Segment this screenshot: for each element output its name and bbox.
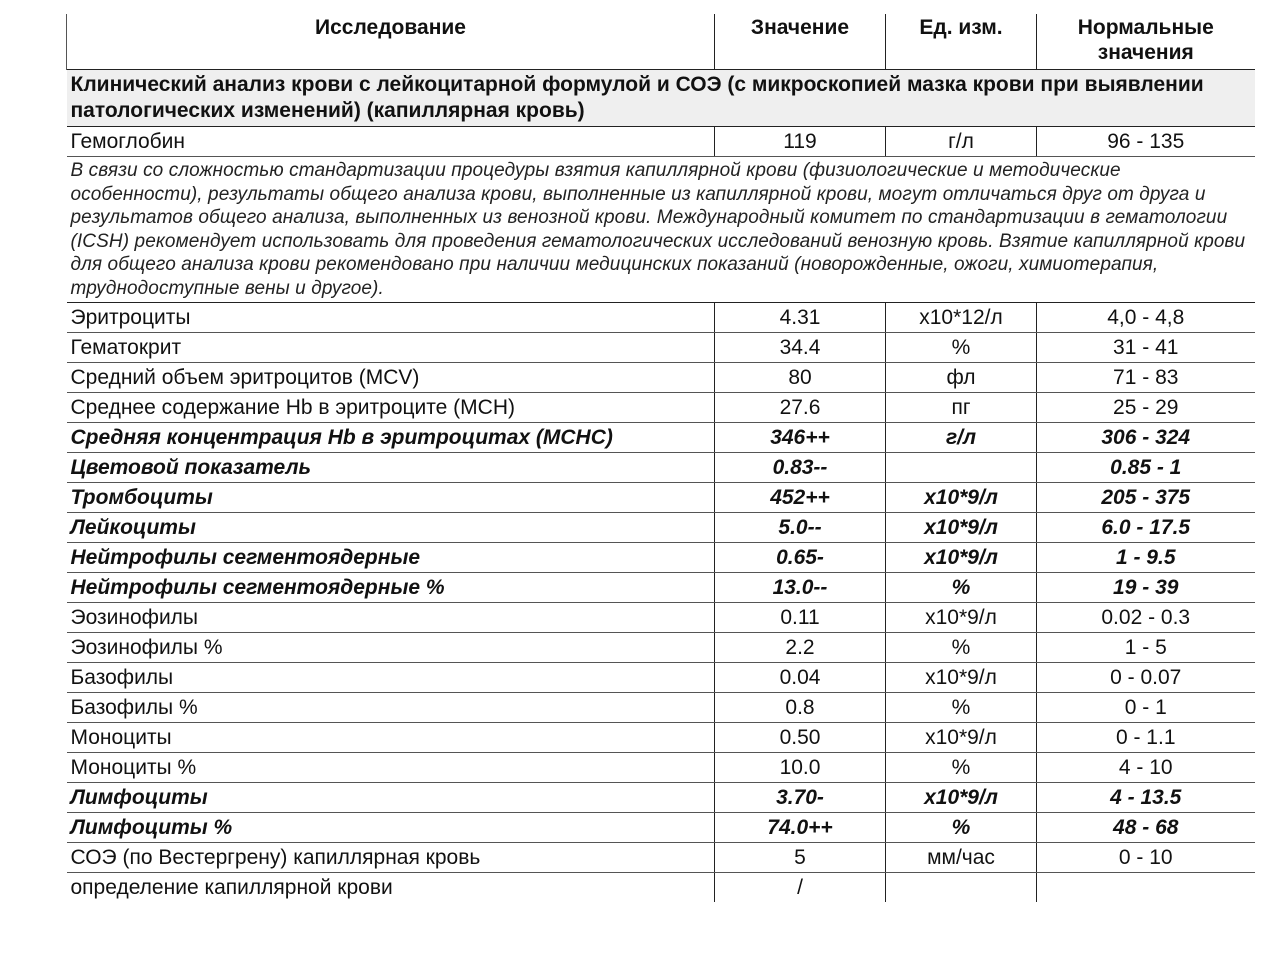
test-name-cell: Тромбоциты [67, 483, 715, 513]
test-norm-cell [1037, 873, 1255, 903]
test-name-cell: Среднее содержание Hb в эритроците (MCH) [67, 393, 715, 423]
test-norm-cell: 1 - 9.5 [1037, 543, 1255, 573]
test-unit-cell: x10*9/л [886, 513, 1037, 543]
section-header-row [67, 70, 1255, 127]
test-unit-cell: % [886, 753, 1037, 783]
test-unit-cell: % [886, 333, 1037, 363]
lab-results-table [66, 14, 1255, 902]
table-row [67, 693, 1255, 723]
table-row [67, 573, 1255, 603]
table-row [67, 543, 1255, 573]
test-value-cell: 346++ [715, 423, 886, 453]
test-name-cell: Гематокрит [67, 333, 715, 363]
test-name-cell: СОЭ (по Вестергрену) капиллярная кровь [67, 843, 715, 873]
test-unit-cell: x10*9/л [886, 783, 1037, 813]
test-unit-cell: x10*9/л [886, 663, 1037, 693]
test-value-cell: 80 [715, 363, 886, 393]
table-row [67, 363, 1255, 393]
note-row [67, 157, 1255, 303]
header-test: Исследование [67, 14, 715, 70]
test-norm-cell: 4 - 13.5 [1037, 783, 1255, 813]
test-norm-cell: 0 - 1.1 [1037, 723, 1255, 753]
test-value-cell: 4.31 [715, 303, 886, 333]
test-unit-cell: % [886, 633, 1037, 663]
test-name-cell: Средняя концентрация Hb в эритроцитах (MCHC) [67, 423, 715, 453]
test-unit-cell: x10*9/л [886, 603, 1037, 633]
table-row [67, 453, 1255, 483]
test-value-cell: 3.70- [715, 783, 886, 813]
test-unit-cell: x10*9/л [886, 723, 1037, 753]
test-name-cell: Моноциты [67, 723, 715, 753]
test-name-cell: Базофилы % [67, 693, 715, 723]
table-header [67, 14, 1255, 70]
test-norm-cell: 0 - 10 [1037, 843, 1255, 873]
test-name-cell: Базофилы [67, 663, 715, 693]
table-row [67, 843, 1255, 873]
test-norm-cell: 25 - 29 [1037, 393, 1255, 423]
test-value-cell: 74.0++ [715, 813, 886, 843]
test-value-cell: 2.2 [715, 633, 886, 663]
table-row [67, 303, 1255, 333]
test-value-cell: 452++ [715, 483, 886, 513]
table-row [67, 333, 1255, 363]
test-norm-cell: 71 - 83 [1037, 363, 1255, 393]
test-norm-cell: 0 - 0.07 [1037, 663, 1255, 693]
test-value-cell: 13.0-- [715, 573, 886, 603]
table-body [67, 70, 1255, 903]
test-unit-cell: мм/час [886, 843, 1037, 873]
test-value-cell: 0.8 [715, 693, 886, 723]
test-norm-cell: 4,0 - 4,8 [1037, 303, 1255, 333]
table-row [67, 723, 1255, 753]
table-row [67, 127, 1255, 157]
header-unit: Ед. изм. [886, 14, 1037, 70]
table-row [67, 813, 1255, 843]
test-value-cell: 34.4 [715, 333, 886, 363]
test-norm-cell: 6.0 - 17.5 [1037, 513, 1255, 543]
test-norm-cell: 1 - 5 [1037, 633, 1255, 663]
test-unit-cell [886, 453, 1037, 483]
test-name-cell: Эозинофилы [67, 603, 715, 633]
test-unit-cell: % [886, 813, 1037, 843]
test-norm-cell: 19 - 39 [1037, 573, 1255, 603]
capillary-blood-note: В связи со сложностью стандартизации процедуры взятия капиллярной крови (физиологические и методические особенности), результаты общего анализа крови, выполненные из капиллярной крови, могут отличаться друг от друга и результатов общего анализа, выполненных из венозной крови. Международный комитет по стандартизации в гематологии (ICSH) рекомендует использовать для проведения гематологических исследований венозную кровь. Взятие капиллярной крови для общего анализа крови рекомендовано при наличии медицинских показаний (новорожденные, ожоги, химиотерапия, труднодоступные вены и другое). [67, 157, 1255, 303]
test-name-cell: Цветовой показатель [67, 453, 715, 483]
test-name-cell: Лимфоциты [67, 783, 715, 813]
table-row [67, 633, 1255, 663]
test-name-cell: Нейтрофилы сегментоядерные [67, 543, 715, 573]
test-name-cell: Нейтрофилы сегментоядерные % [67, 573, 715, 603]
test-norm-cell: 96 - 135 [1037, 127, 1255, 157]
test-name-cell: Гемоглобин [67, 127, 715, 157]
test-name-cell: Моноциты % [67, 753, 715, 783]
test-norm-cell: 4 - 10 [1037, 753, 1255, 783]
test-value-cell: 5.0-- [715, 513, 886, 543]
header-value: Значение [715, 14, 886, 70]
test-norm-cell: 306 - 324 [1037, 423, 1255, 453]
table-row [67, 783, 1255, 813]
test-name-cell: определение капиллярной крови [70, 876, 393, 899]
test-value-cell: 0.65- [715, 543, 886, 573]
test-unit-cell: x10*12/л [886, 303, 1037, 333]
test-value-cell: 27.6 [715, 393, 886, 423]
test-value-cell: 5 [715, 843, 886, 873]
test-unit-cell: г/л [886, 127, 1037, 157]
test-name-cell: Средний объем эритроцитов (MCV) [67, 363, 715, 393]
test-name-cell: Лимфоциты % [67, 813, 715, 843]
test-norm-cell: 31 - 41 [1037, 333, 1255, 363]
test-value-cell: 0.83-- [715, 453, 886, 483]
test-unit-cell: % [886, 573, 1037, 603]
test-value-cell: 10.0 [715, 753, 886, 783]
table-row [67, 753, 1255, 783]
test-value-cell: 0.50 [715, 723, 886, 753]
test-value-cell: 119 [715, 127, 886, 157]
table-row [67, 663, 1255, 693]
test-unit-cell [886, 873, 1037, 903]
test-unit-cell: пг [886, 393, 1037, 423]
table-row [67, 603, 1255, 633]
test-name-cell: Эозинофилы % [67, 633, 715, 663]
test-unit-cell: г/л [886, 423, 1037, 453]
table-row [67, 483, 1255, 513]
test-unit-cell: x10*9/л [886, 483, 1037, 513]
test-value-cell: / [715, 873, 886, 903]
test-norm-cell: 205 - 375 [1037, 483, 1255, 513]
test-norm-cell: 0.02 - 0.3 [1037, 603, 1255, 633]
test-value-cell: 0.11 [715, 603, 886, 633]
test-name-cell: Эритроциты [67, 303, 715, 333]
test-norm-cell: 0.85 - 1 [1037, 453, 1255, 483]
test-value-cell: 0.04 [715, 663, 886, 693]
test-unit-cell: x10*9/л [886, 543, 1037, 573]
table-row [67, 423, 1255, 453]
test-name-cell: Лейкоциты [67, 513, 715, 543]
test-unit-cell: фл [886, 363, 1037, 393]
header-norm: Нормальные значения [1037, 14, 1255, 70]
test-norm-cell: 0 - 1 [1037, 693, 1255, 723]
section-title: Клинический анализ крови с лейкоцитарной формулой и СОЭ (с микроскопией мазка крови при выявлении патологических изменений) (капиллярная кровь) [67, 70, 1255, 127]
table-row [67, 513, 1255, 543]
test-norm-cell: 48 - 68 [1037, 813, 1255, 843]
table-row [67, 393, 1255, 423]
table-row [67, 873, 1255, 903]
test-unit-cell: % [886, 693, 1037, 723]
lab-results-sheet [66, 14, 1254, 902]
